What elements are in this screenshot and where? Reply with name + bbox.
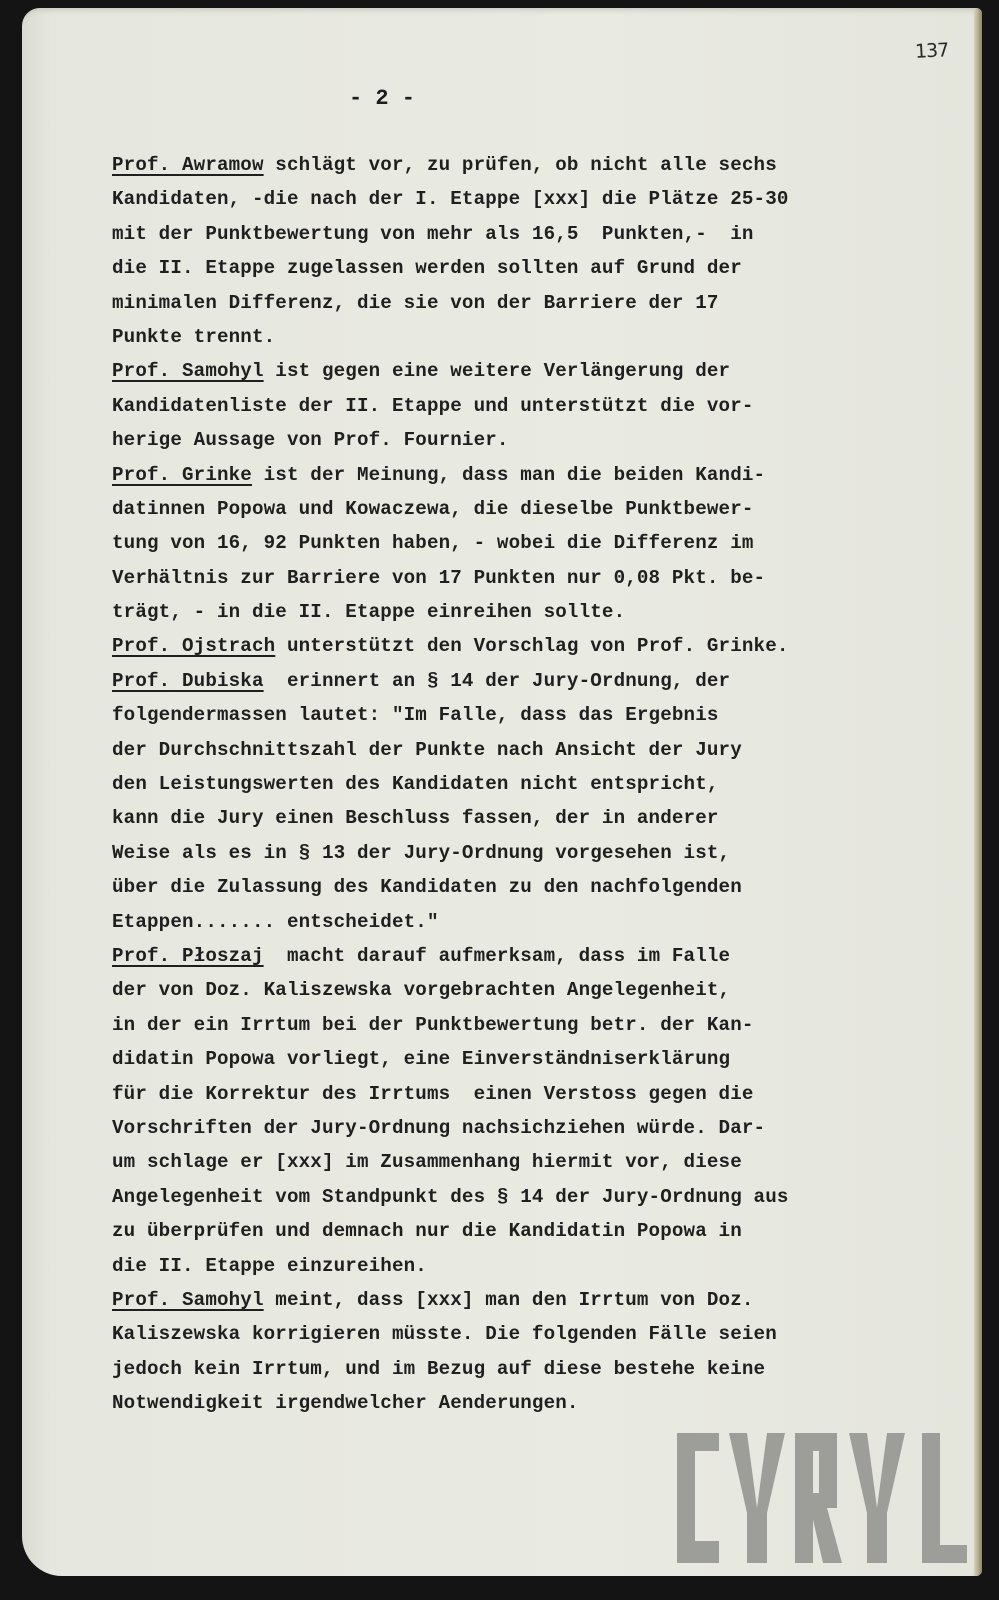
paragraph	[112, 354, 932, 457]
line-text: ist gegen eine weitere Verlängerung der	[263, 360, 731, 383]
cyryl-watermark	[677, 1433, 977, 1568]
text-line: trägt, - in die II. Etappe einreihen sollte.	[112, 601, 626, 624]
text-line: Etappen....... entscheidet."	[112, 910, 439, 933]
text-line: zu überprüfen und demnach nur die Kandidatin Popowa in	[112, 1220, 742, 1243]
line-text: erinnert an § 14 der Jury-Ordnung, der	[263, 669, 731, 692]
text-line: über die Zulassung des Kandidaten zu den nachfolgenden	[112, 876, 742, 899]
speaker-name: Prof. Ojstrach	[112, 635, 276, 658]
text-line: Notwendigkeit irgendwelcher Aenderungen.	[112, 1392, 579, 1415]
text-line	[112, 354, 932, 388]
line-text: meint, dass [xxx] man den Irrtum von Doz.	[263, 1288, 754, 1311]
text-line: die II. Etappe einzureihen.	[112, 1254, 427, 1277]
text-line: jedoch kein Irrtum, und im Bezug auf diese bestehe keine	[112, 1357, 766, 1380]
text-line: Kandidaten, -die nach der I. Etappe [xxx] die Plätze 25-30	[112, 188, 789, 211]
text-line: kann die Jury einen Beschluss fassen, der in anderer	[112, 807, 719, 830]
paragraph	[112, 458, 932, 630]
document-page	[22, 8, 982, 1576]
page-number: - 2 -	[349, 86, 416, 111]
text-line: folgendermassen lautet: "Im Falle, dass das Ergebnis	[112, 704, 719, 727]
text-line: die II. Etappe zugelassen werden sollten auf Grund der	[112, 257, 742, 280]
text-line	[112, 629, 932, 663]
paragraph	[112, 1283, 932, 1421]
text-line: der Durchschnittszahl der Punkte nach Ansicht der Jury	[112, 738, 742, 761]
speaker-name: Prof. Dubiska	[112, 669, 264, 692]
text-line: um schlage er [xxx] im Zusammenhang hiermit vor, diese	[112, 1151, 742, 1174]
text-line: tung von 16, 92 Punkten haben, - wobei die Differenz im	[112, 532, 754, 555]
text-line	[112, 664, 932, 698]
speaker-name: Prof. Samohyl	[112, 1288, 264, 1311]
text-line: Verhältnis zur Barriere von 17 Punkten nur 0,08 Pkt. be-	[112, 566, 766, 589]
text-line	[112, 458, 932, 492]
text-line: mit der Punktbewertung von mehr als 16,5 Punkten,- in	[112, 222, 754, 245]
line-text: schlägt vor, zu prüfen, ob nicht alle sechs	[263, 154, 777, 176]
text-line: in der ein Irrtum bei der Punktbewertung betr. der Kan-	[112, 1013, 754, 1036]
watermark-logo-icon	[677, 1433, 977, 1568]
text-line: Vorschriften der Jury-Ordnung nachsichziehen würde. Dar-	[112, 1116, 766, 1139]
page-edge	[974, 8, 982, 1576]
text-line: herige Aussage von Prof. Fournier.	[112, 429, 509, 452]
paragraph	[112, 148, 932, 354]
folio-number: 137	[914, 39, 949, 63]
text-line: Angelegenheit vom Standpunkt des § 14 der Jury-Ordnung aus	[112, 1185, 789, 1208]
text-line: Punkte trennt.	[112, 325, 276, 348]
text-line: den Leistungswerten des Kandidaten nicht entspricht,	[112, 773, 719, 796]
text-line: Weise als es in § 13 der Jury-Ordnung vorgesehen ist,	[112, 841, 731, 864]
text-line: datinnen Popowa und Kowaczewa, die dieselbe Punktbewer-	[112, 497, 754, 520]
line-text: unterstützt den Vorschlag von Prof. Grinke.	[275, 635, 789, 658]
text-line: der von Doz. Kaliszewska vorgebrachten Angelegenheit,	[112, 979, 731, 1002]
paragraph	[112, 629, 932, 663]
speaker-name: Prof. Awramow	[112, 154, 264, 176]
document-body	[112, 148, 932, 1420]
text-line: minimalen Differenz, die sie von der Barriere der 17	[112, 291, 719, 314]
text-line	[112, 1283, 932, 1317]
text-line	[112, 148, 932, 182]
line-text: ist der Meinung, dass man die beiden Kandi-	[251, 463, 766, 486]
text-line: didatin Popowa vorliegt, eine Einverständniserklärung	[112, 1048, 731, 1071]
line-text: macht darauf aufmerksam, dass im Falle	[263, 944, 731, 967]
speaker-name: Prof. Samohyl	[112, 360, 264, 383]
text-line	[112, 939, 932, 973]
paragraph	[112, 664, 932, 939]
text-line: Kaliszewska korrigieren müsste. Die folgenden Fälle seien	[112, 1323, 777, 1346]
text-line: Kandidatenliste der II. Etappe und unterstützt die vor-	[112, 394, 754, 417]
text-line: für die Korrektur des Irrtums einen Verstoss gegen die	[112, 1082, 754, 1105]
speaker-name: Prof. Płoszaj	[112, 944, 264, 967]
speaker-name: Prof. Grinke	[112, 463, 252, 486]
paragraph	[112, 939, 932, 1283]
